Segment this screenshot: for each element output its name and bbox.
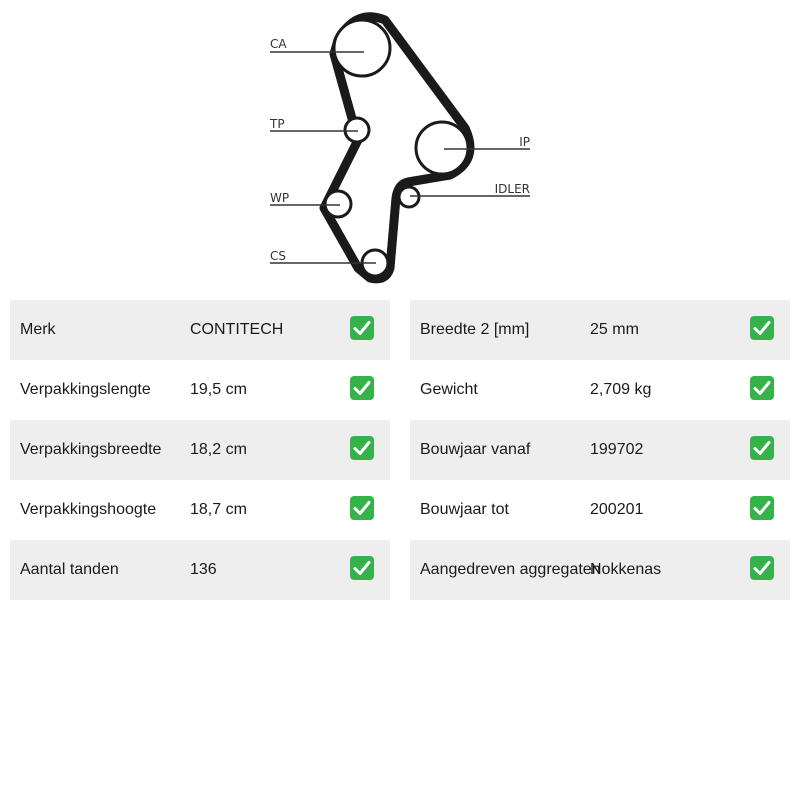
spec-value: 199702 (590, 441, 644, 458)
label-ip: IP (519, 135, 530, 149)
spec-table-right (410, 300, 790, 600)
spec-label: Aantal tanden (20, 561, 119, 578)
spec-label: Verpakkingsbreedte (20, 441, 162, 458)
timing-belt-diagram (260, 10, 540, 290)
spec-label: Merk (20, 321, 56, 338)
check-mark-icon (350, 376, 374, 400)
spec-value: 18,2 cm (190, 441, 247, 458)
label-ca: CA (270, 37, 287, 51)
spec-value: 200201 (590, 501, 644, 518)
pulley-tp (345, 118, 369, 142)
check-mark-icon (350, 436, 374, 460)
spec-table-left (10, 300, 390, 600)
spec-value: 2,709 kg (590, 381, 652, 398)
table-row (410, 300, 790, 360)
spec-label: Gewicht (420, 381, 478, 398)
check-mark-icon (750, 316, 774, 340)
check-mark-icon (750, 496, 774, 520)
check-mark-icon (750, 436, 774, 460)
check-mark-icon (350, 316, 374, 340)
label-idler: IDLER (494, 182, 530, 196)
table-row (410, 480, 790, 540)
spec-label: Breedte 2 [mm] (420, 321, 530, 338)
spec-value: 18,7 cm (190, 501, 247, 518)
label-wp: WP (270, 191, 290, 205)
pulley-wp (325, 191, 351, 217)
spec-value: 25 mm (590, 321, 639, 338)
check-mark-icon (350, 496, 374, 520)
check-mark-icon (750, 376, 774, 400)
pulley-ca (334, 20, 390, 76)
table-row (10, 480, 390, 540)
table-row (10, 360, 390, 420)
pulley-idler (399, 187, 419, 207)
check-mark-icon (750, 556, 774, 580)
label-tp: TP (270, 117, 285, 131)
table-row (10, 420, 390, 480)
spec-label: Aangedreven aggregaten (420, 561, 601, 578)
spec-label: Bouwjaar vanaf (420, 441, 531, 458)
spec-value: 136 (190, 561, 217, 578)
table-row (410, 420, 790, 480)
table-row (410, 540, 790, 600)
spec-label: Verpakkingslengte (20, 381, 151, 398)
table-row (410, 360, 790, 420)
spec-value: 19,5 cm (190, 381, 247, 398)
spec-value: Nokkenas (590, 561, 662, 578)
spec-value: CONTITECH (190, 321, 284, 338)
spec-label: Verpakkingshoogte (20, 501, 157, 518)
spec-label: Bouwjaar tot (420, 501, 509, 518)
label-cs: CS (270, 249, 286, 263)
table-row (10, 540, 390, 600)
check-mark-icon (350, 556, 374, 580)
table-row (10, 300, 390, 360)
pulley-ip (416, 122, 468, 174)
